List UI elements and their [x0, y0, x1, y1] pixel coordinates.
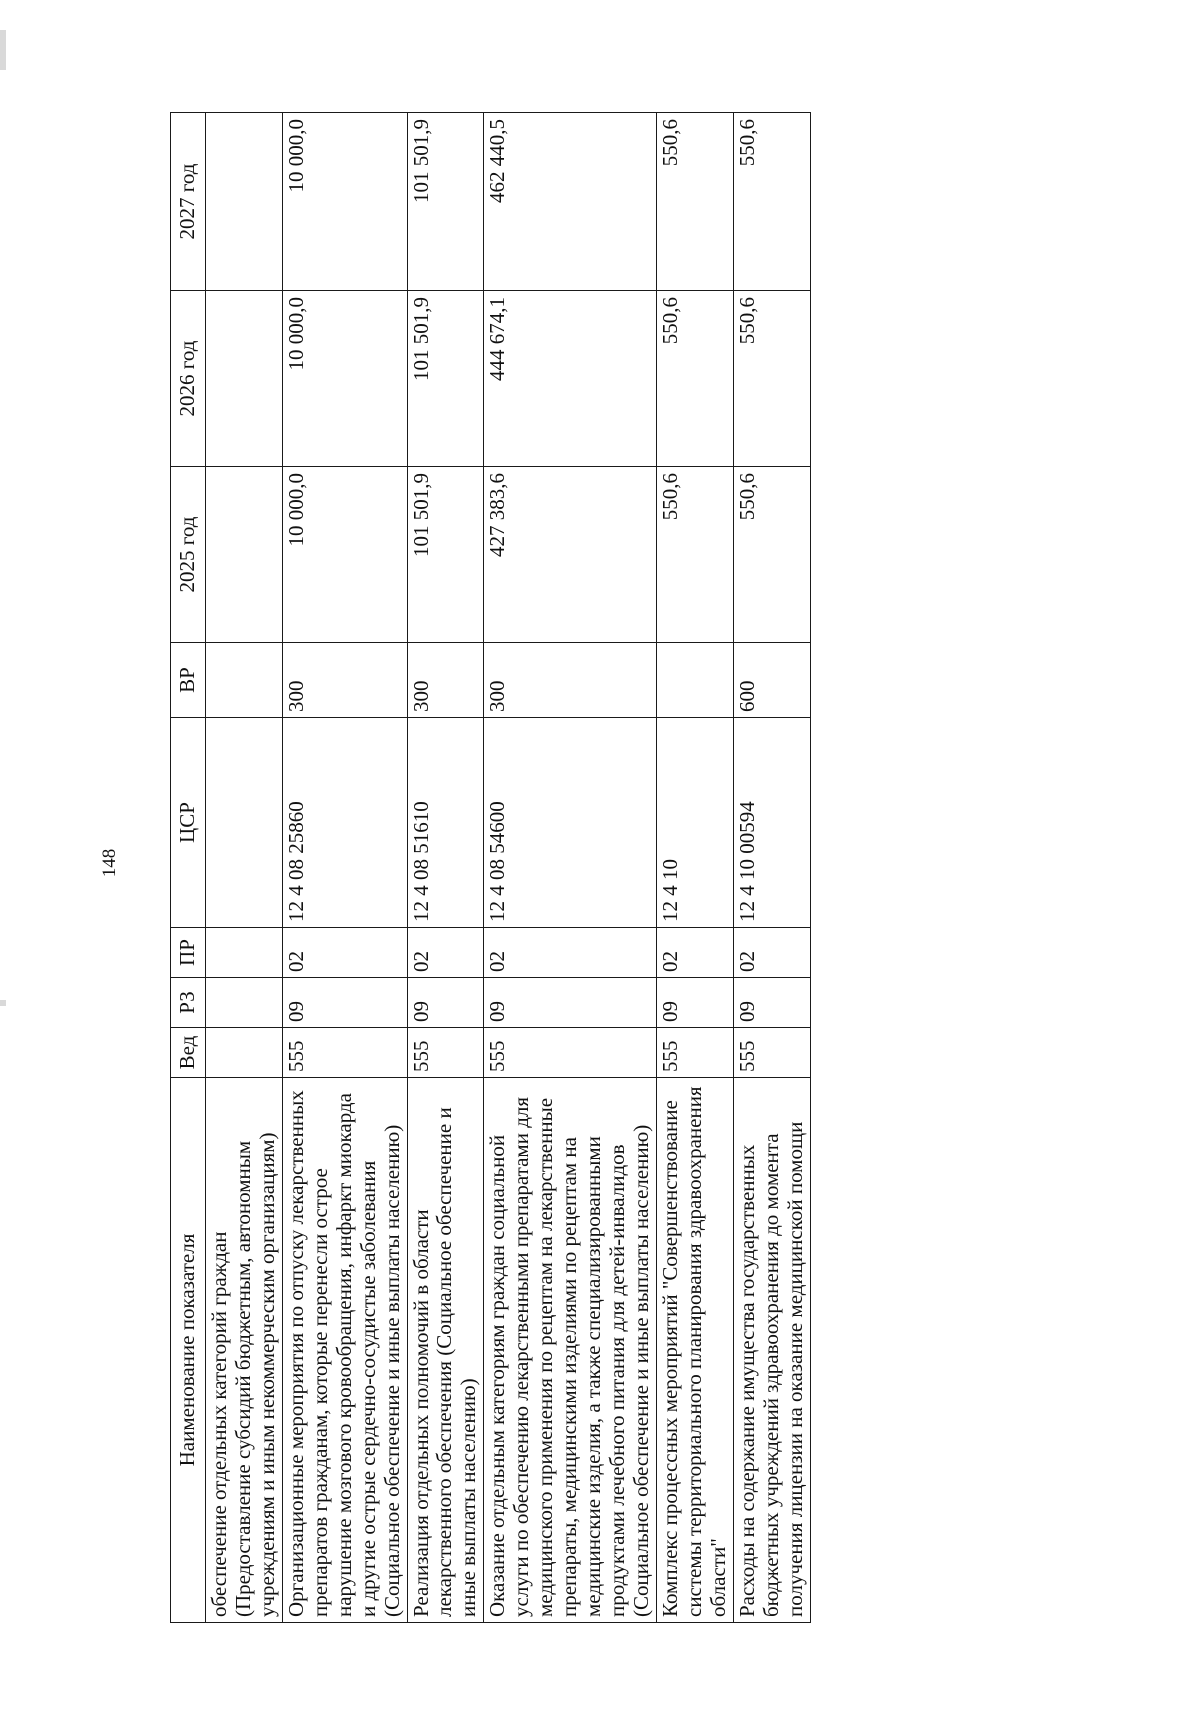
table-header-row	[171, 113, 206, 1623]
table-row	[407, 113, 484, 1623]
cell-csr: 12 4 08 51610	[407, 718, 484, 928]
cell-csr: 12 4 10 00594	[733, 718, 810, 928]
cell-ved	[206, 1028, 283, 1078]
header-2027: 2027 год	[171, 113, 206, 291]
cell-2027	[206, 113, 283, 291]
header-csr: ЦСР	[171, 718, 206, 928]
cell-2026: 550,6	[733, 291, 810, 467]
scan-artifact	[0, 30, 6, 70]
cell-name: обеспечение отдельных категорий граждан (Предоставление субсидий бюджетным, автономным учреждениям и иным некоммерческим организациям)	[206, 1078, 283, 1623]
cell-rz: 09	[282, 978, 407, 1028]
cell-vr: 300	[484, 643, 657, 718]
cell-rz: 09	[733, 978, 810, 1028]
header-rz: РЗ	[171, 978, 206, 1028]
cell-vr	[656, 643, 733, 718]
table-row	[733, 113, 810, 1623]
table-row	[656, 113, 733, 1623]
cell-name: Оказание отдельным категориям граждан социальной услуги по обеспечению лекарственными препаратами для медицинского применения по рецептам на лекарственные препараты, медицинскими изделиями по рецептам на медицинские изделия, а также специализированными продуктами лечебного питания для детей-инвалидов (Социальное обеспечение и иные выплаты населению)	[484, 1078, 657, 1623]
cell-pr: 02	[733, 928, 810, 978]
cell-pr: 02	[656, 928, 733, 978]
cell-pr: 02	[282, 928, 407, 978]
cell-2027: 10 000,0	[282, 113, 407, 291]
cell-csr	[206, 718, 283, 928]
cell-2025: 427 383,6	[484, 467, 657, 643]
cell-vr: 300	[407, 643, 484, 718]
page-number: 148	[99, 848, 120, 878]
cell-name: Организационные мероприятия по отпуску лекарственных препаратов гражданам, которые перенесли острое нарушение мозгового кровообращения, инфаркт миокарда и другие острые сердечно-сосудистые заболевания (Социальное обеспечение и иные выплаты населению)	[282, 1078, 407, 1623]
scan-artifact	[0, 1000, 6, 1006]
cell-2027: 550,6	[733, 113, 810, 291]
cell-pr: 02	[484, 928, 657, 978]
cell-2027: 462 440,5	[484, 113, 657, 291]
cell-vr: 600	[733, 643, 810, 718]
cell-name: Комплекс процессных мероприятий "Совершенствование системы территориального планирования здравоохранения области"	[656, 1078, 733, 1623]
cell-2027: 101 501,9	[407, 113, 484, 291]
cell-rz	[206, 978, 283, 1028]
cell-rz: 09	[484, 978, 657, 1028]
cell-2026	[206, 291, 283, 467]
cell-name: Реализация отдельных полномочий в области лекарственного обеспечения (Социальное обеспечение и иные выплаты населению)	[407, 1078, 484, 1623]
table-row	[282, 113, 407, 1623]
cell-ved: 555	[656, 1028, 733, 1078]
cell-2025: 10 000,0	[282, 467, 407, 643]
cell-2025: 550,6	[656, 467, 733, 643]
header-2026: 2026 год	[171, 291, 206, 467]
cell-ved: 555	[407, 1028, 484, 1078]
cell-csr: 12 4 08 25860	[282, 718, 407, 928]
cell-name: Расходы на содержание имущества государственных бюджетных учреждений здравоохранения до момента получения лицензии на оказание медицинской помощи	[733, 1078, 810, 1623]
cell-2026: 444 674,1	[484, 291, 657, 467]
header-pr: ПР	[171, 928, 206, 978]
header-2025: 2025 год	[171, 467, 206, 643]
cell-pr: 02	[407, 928, 484, 978]
cell-2027: 550,6	[656, 113, 733, 291]
cell-2025: 550,6	[733, 467, 810, 643]
cell-ved: 555	[282, 1028, 407, 1078]
cell-2026: 550,6	[656, 291, 733, 467]
cell-rz: 09	[656, 978, 733, 1028]
cell-csr: 12 4 08 54600	[484, 718, 657, 928]
cell-rz: 09	[407, 978, 484, 1028]
table-row	[206, 113, 283, 1623]
cell-csr: 12 4 10	[656, 718, 733, 928]
header-ved: Вед	[171, 1028, 206, 1078]
cell-pr	[206, 928, 283, 978]
cell-vr	[206, 643, 283, 718]
budget-table	[170, 112, 811, 1623]
cell-vr: 300	[282, 643, 407, 718]
cell-2026: 101 501,9	[407, 291, 484, 467]
cell-ved: 555	[484, 1028, 657, 1078]
rotated-table-container	[170, 113, 1090, 1623]
cell-2025	[206, 467, 283, 643]
table-row	[484, 113, 657, 1623]
cell-2026: 10 000,0	[282, 291, 407, 467]
cell-ved: 555	[733, 1028, 810, 1078]
header-vr: ВР	[171, 643, 206, 718]
header-name: Наименование показателя	[171, 1078, 206, 1623]
cell-2025: 101 501,9	[407, 467, 484, 643]
